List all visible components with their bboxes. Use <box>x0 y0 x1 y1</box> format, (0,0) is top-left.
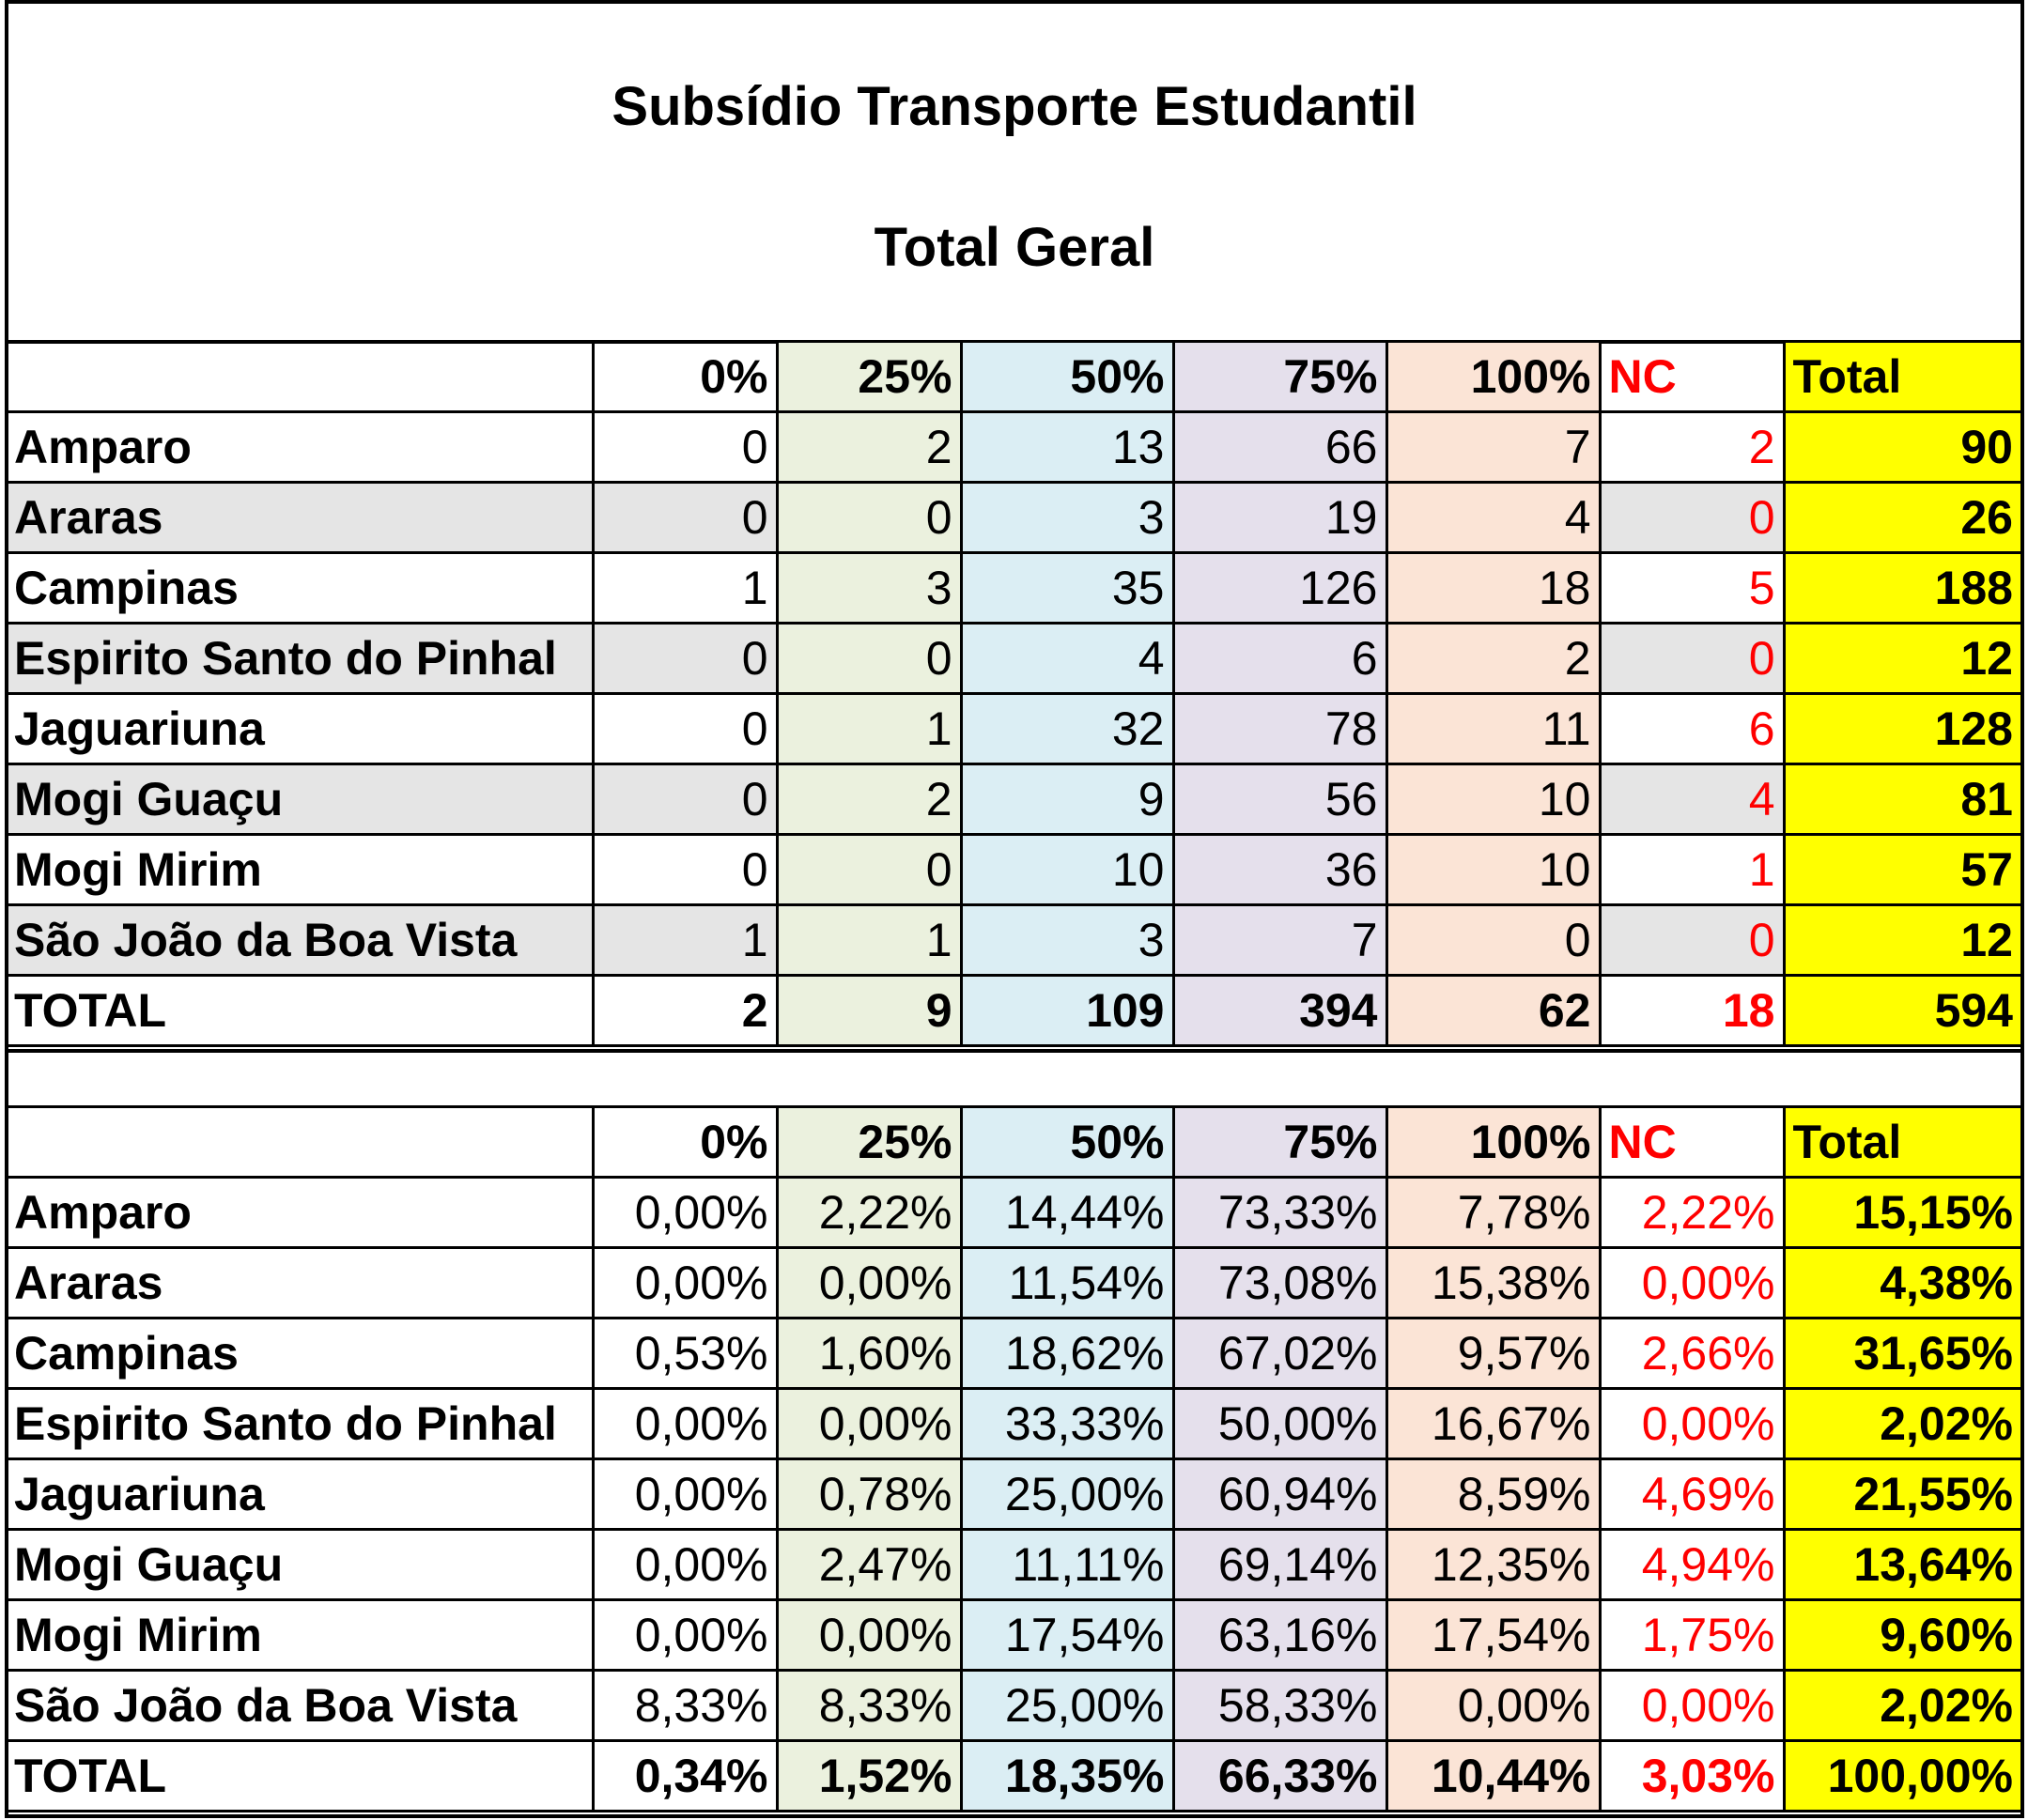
total-cell: 3,03% <box>1600 1741 1784 1812</box>
table-cell: 0 <box>777 483 961 553</box>
table-cell: 6 <box>1600 694 1784 764</box>
table-cell: 3 <box>961 905 1173 976</box>
table-cell: 0,00% <box>777 1248 961 1319</box>
table-cell: 0 <box>1600 905 1784 976</box>
table-cell: 0 <box>1600 483 1784 553</box>
table-cell: 0 <box>593 483 777 553</box>
table-cell: 8,33% <box>777 1671 961 1741</box>
table-cell: 78 <box>1173 694 1386 764</box>
table-cell: 0,00% <box>593 1600 777 1671</box>
table-row <box>8 1600 2020 1671</box>
table-cell: 2,02% <box>1784 1671 2020 1741</box>
page-subtitle: Total Geral <box>874 217 1155 278</box>
table-cell: 13 <box>961 412 1173 483</box>
total-row-label: TOTAL <box>8 976 593 1046</box>
table-cell: 0,00% <box>1600 1389 1784 1459</box>
row-label: Espirito Santo do Pinhal <box>8 1389 593 1459</box>
row-label: São João da Boa Vista <box>8 1671 593 1741</box>
row-label: Mogi Mirim <box>8 1600 593 1671</box>
table-cell: 0,53% <box>593 1319 777 1389</box>
row-label: Campinas <box>8 1319 593 1389</box>
table-cell: 188 <box>1784 553 2020 624</box>
total-row-label: TOTAL <box>8 1741 593 1812</box>
column-header: 25% <box>777 342 961 412</box>
table-cell: 0 <box>1600 624 1784 694</box>
table-cell: 10 <box>1386 835 1600 905</box>
column-header: 25% <box>777 1107 961 1178</box>
table-cell: 4,69% <box>1600 1459 1784 1530</box>
row-label: Amparo <box>8 1178 593 1248</box>
column-header: Total <box>1784 1107 2020 1178</box>
total-cell: 62 <box>1386 976 1600 1046</box>
table-cell: 1 <box>777 694 961 764</box>
table-cell: 0,00% <box>593 1459 777 1530</box>
column-header: 100% <box>1386 1107 1600 1178</box>
column-header: Total <box>1784 342 2020 412</box>
table-row <box>8 1319 2020 1389</box>
table-cell: 73,08% <box>1173 1248 1386 1319</box>
table-cell: 13,64% <box>1784 1530 2020 1600</box>
table-cell: 21,55% <box>1784 1459 2020 1530</box>
table-cell: 2 <box>777 412 961 483</box>
table-cell: 1 <box>593 905 777 976</box>
total-cell: 109 <box>961 976 1173 1046</box>
table-cell: 11,54% <box>961 1248 1173 1319</box>
table-cell: 0 <box>777 624 961 694</box>
table-cell: 81 <box>1784 764 2020 835</box>
table-cell: 14,44% <box>961 1178 1173 1248</box>
table-cell: 58,33% <box>1173 1671 1386 1741</box>
table-cell: 2,02% <box>1784 1389 2020 1459</box>
header-row <box>8 342 2020 412</box>
percentages-table <box>8 1105 2020 1812</box>
table-cell: 0,00% <box>1600 1248 1784 1319</box>
total-row <box>8 1741 2020 1812</box>
total-cell: 0,34% <box>593 1741 777 1812</box>
table-cell: 0,00% <box>593 1178 777 1248</box>
table-cell: 2 <box>1386 624 1600 694</box>
table-row <box>8 624 2020 694</box>
table-cell: 1 <box>777 905 961 976</box>
table-cell: 3 <box>961 483 1173 553</box>
table-cell: 0,00% <box>593 1248 777 1319</box>
table-cell: 6 <box>1173 624 1386 694</box>
title-block <box>8 4 2020 344</box>
table-row <box>8 1248 2020 1319</box>
table-cell: 18,62% <box>961 1319 1173 1389</box>
table-cell: 7,78% <box>1386 1178 1600 1248</box>
table-cell: 7 <box>1386 412 1600 483</box>
row-label: Jaguariuna <box>8 1459 593 1530</box>
column-header: 0% <box>593 1107 777 1178</box>
page-title: Subsídio Transporte Estudantil <box>611 76 1417 137</box>
table-cell: 12 <box>1784 905 2020 976</box>
row-label: Mogi Guaçu <box>8 764 593 835</box>
row-label: São João da Boa Vista <box>8 905 593 976</box>
table-cell: 0,00% <box>1600 1671 1784 1741</box>
table-row <box>8 1178 2020 1248</box>
table-cell: 66 <box>1173 412 1386 483</box>
table-cell: 1 <box>593 553 777 624</box>
table-cell: 26 <box>1784 483 2020 553</box>
table-cell: 12,35% <box>1386 1530 1600 1600</box>
table-row <box>8 1671 2020 1741</box>
table-cell: 67,02% <box>1173 1319 1386 1389</box>
table-cell: 0,00% <box>593 1389 777 1459</box>
table-cell: 8,59% <box>1386 1459 1600 1530</box>
table-cell: 17,54% <box>1386 1600 1600 1671</box>
table-cell: 17,54% <box>961 1600 1173 1671</box>
table-cell: 1 <box>1600 835 1784 905</box>
table-cell: 25,00% <box>961 1459 1173 1530</box>
table-row <box>8 483 2020 553</box>
table-cell: 90 <box>1784 412 2020 483</box>
table-cell: 0,00% <box>777 1600 961 1671</box>
row-label: Campinas <box>8 553 593 624</box>
row-label: Araras <box>8 483 593 553</box>
table-cell: 25,00% <box>961 1671 1173 1741</box>
table-cell: 0,00% <box>1386 1671 1600 1741</box>
table-cell: 36 <box>1173 835 1386 905</box>
table-cell: 12 <box>1784 624 2020 694</box>
table-cell: 128 <box>1784 694 2020 764</box>
total-cell: 9 <box>777 976 961 1046</box>
table-cell: 50,00% <box>1173 1389 1386 1459</box>
row-label: Espirito Santo do Pinhal <box>8 624 593 694</box>
table-cell: 0 <box>593 764 777 835</box>
total-cell: 66,33% <box>1173 1741 1386 1812</box>
table-cell: 9,60% <box>1784 1600 2020 1671</box>
column-header: NC <box>1600 342 1784 412</box>
table-cell: 0 <box>593 835 777 905</box>
table-row <box>8 835 2020 905</box>
table-row <box>8 905 2020 976</box>
table-cell: 5 <box>1600 553 1784 624</box>
table-cell: 2,22% <box>777 1178 961 1248</box>
table-cell: 31,65% <box>1784 1319 2020 1389</box>
table-cell: 0 <box>593 694 777 764</box>
table-cell: 15,38% <box>1386 1248 1600 1319</box>
table-cell: 2,22% <box>1600 1178 1784 1248</box>
total-row <box>8 976 2020 1046</box>
total-cell: 18 <box>1600 976 1784 1046</box>
total-cell: 2 <box>593 976 777 1046</box>
table-cell: 4,94% <box>1600 1530 1784 1600</box>
table-separator <box>8 1049 2020 1109</box>
table-cell: 8,33% <box>593 1671 777 1741</box>
table-row <box>8 1459 2020 1530</box>
header-corner-cell <box>8 342 593 412</box>
table-row <box>8 764 2020 835</box>
table-cell: 56 <box>1173 764 1386 835</box>
column-header: NC <box>1600 1107 1784 1178</box>
table-cell: 11,11% <box>961 1530 1173 1600</box>
table-cell: 4 <box>961 624 1173 694</box>
table-cell: 19 <box>1173 483 1386 553</box>
row-label: Mogi Guaçu <box>8 1530 593 1600</box>
table-cell: 10 <box>961 835 1173 905</box>
table-cell: 0 <box>593 624 777 694</box>
total-cell: 594 <box>1784 976 2020 1046</box>
table-cell: 0 <box>593 412 777 483</box>
spreadsheet <box>5 0 2024 1818</box>
table-cell: 2,66% <box>1600 1319 1784 1389</box>
total-cell: 18,35% <box>961 1741 1173 1812</box>
row-label: Jaguariuna <box>8 694 593 764</box>
header-row <box>8 1107 2020 1178</box>
table-row <box>8 1389 2020 1459</box>
row-label: Mogi Mirim <box>8 835 593 905</box>
table-cell: 0,78% <box>777 1459 961 1530</box>
table-cell: 15,15% <box>1784 1178 2020 1248</box>
table-cell: 2,47% <box>777 1530 961 1600</box>
table-cell: 0 <box>1386 905 1600 976</box>
counts-table <box>8 340 2020 1047</box>
table-row <box>8 553 2020 624</box>
row-label: Amparo <box>8 412 593 483</box>
table-cell: 33,33% <box>961 1389 1173 1459</box>
table-cell: 4 <box>1386 483 1600 553</box>
table-cell: 60,94% <box>1173 1459 1386 1530</box>
header-corner-cell <box>8 1107 593 1178</box>
table-cell: 0 <box>777 835 961 905</box>
table-cell: 7 <box>1173 905 1386 976</box>
total-cell: 10,44% <box>1386 1741 1600 1812</box>
total-cell: 394 <box>1173 976 1386 1046</box>
table-cell: 69,14% <box>1173 1530 1386 1600</box>
column-header: 0% <box>593 342 777 412</box>
table-cell: 0,00% <box>777 1389 961 1459</box>
total-cell: 1,52% <box>777 1741 961 1812</box>
table-cell: 3 <box>777 553 961 624</box>
table-cell: 16,67% <box>1386 1389 1600 1459</box>
table-cell: 73,33% <box>1173 1178 1386 1248</box>
table-cell: 57 <box>1784 835 2020 905</box>
table-cell: 2 <box>1600 412 1784 483</box>
column-header: 50% <box>961 1107 1173 1178</box>
table-cell: 1,75% <box>1600 1600 1784 1671</box>
table-cell: 9,57% <box>1386 1319 1600 1389</box>
table-cell: 4 <box>1600 764 1784 835</box>
table-cell: 4,38% <box>1784 1248 2020 1319</box>
table-cell: 11 <box>1386 694 1600 764</box>
total-cell: 100,00% <box>1784 1741 2020 1812</box>
row-label: Araras <box>8 1248 593 1319</box>
table-cell: 9 <box>961 764 1173 835</box>
table-cell: 1,60% <box>777 1319 961 1389</box>
table-cell: 10 <box>1386 764 1600 835</box>
table-row <box>8 694 2020 764</box>
table-cell: 2 <box>777 764 961 835</box>
column-header: 75% <box>1173 342 1386 412</box>
table-row <box>8 412 2020 483</box>
table-cell: 32 <box>961 694 1173 764</box>
table-cell: 35 <box>961 553 1173 624</box>
column-header: 50% <box>961 342 1173 412</box>
column-header: 75% <box>1173 1107 1386 1178</box>
table-cell: 63,16% <box>1173 1600 1386 1671</box>
table-cell: 18 <box>1386 553 1600 624</box>
column-header: 100% <box>1386 342 1600 412</box>
table-cell: 0,00% <box>593 1530 777 1600</box>
table-row <box>8 1530 2020 1600</box>
table-cell: 126 <box>1173 553 1386 624</box>
